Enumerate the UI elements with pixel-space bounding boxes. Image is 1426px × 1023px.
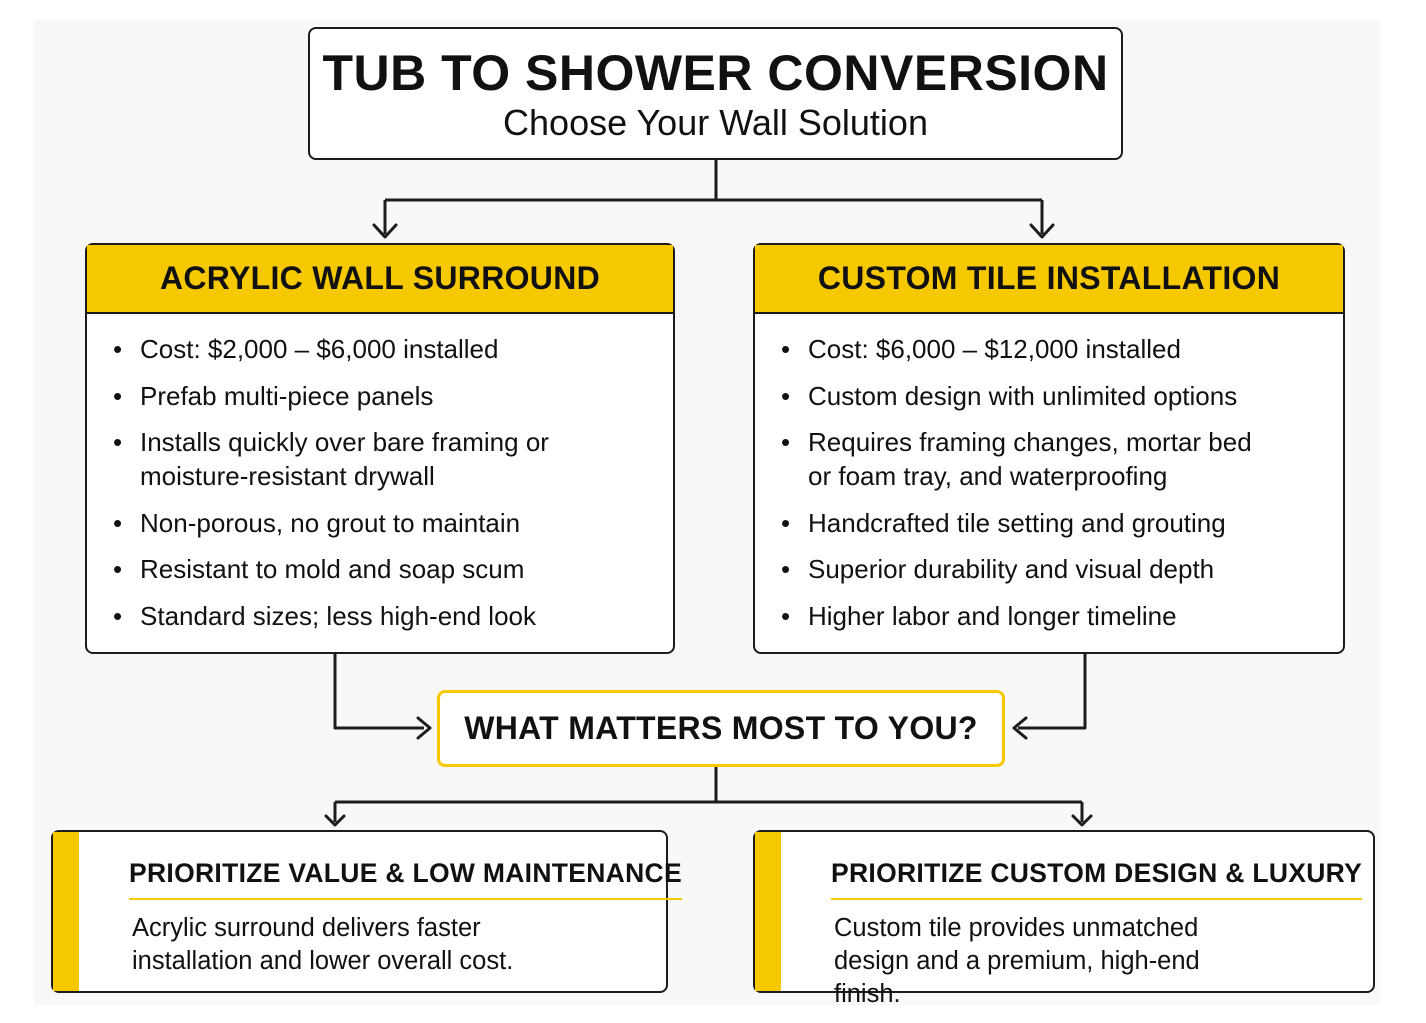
bullet-icon: •: [781, 554, 791, 584]
feature-text: Installs quickly over bare framing or moisture-resistant drywall: [140, 427, 549, 491]
luxury-outcome-title: PRIORITIZE CUSTOM DESIGN & LUXURY: [831, 858, 1362, 900]
list-item: [755, 379, 1343, 413]
title-box: [308, 27, 1123, 160]
luxury-outcome-box: [753, 830, 1375, 1008]
decision-question: WHAT MATTERS MOST TO YOU?: [464, 710, 978, 746]
value-outcome-box: [51, 830, 682, 993]
bullet-icon: •: [113, 554, 123, 584]
list-item: [755, 332, 1343, 366]
feature-text: Higher labor and longer timeline: [808, 600, 1177, 631]
feature-text: Prefab multi-piece panels: [140, 380, 434, 411]
list-item: [87, 599, 673, 633]
value-outcome-text: Acrylic surround delivers faster installation and lower overall cost.: [132, 914, 514, 975]
bullet-icon: •: [781, 380, 791, 411]
decision-question-box: [437, 690, 1005, 767]
list-item: [87, 552, 673, 586]
feature-text: Superior durability and visual depth: [808, 554, 1215, 584]
bullet-icon: •: [113, 380, 123, 411]
feature-text: Standard sizes; less high-end look: [140, 600, 537, 631]
feature-text: Requires framing changes, mortar bed or foam tray, and waterproofing: [808, 427, 1252, 491]
list-item: [87, 506, 673, 540]
acrylic-feature-list: [87, 314, 673, 633]
acrylic-card-title: ACRYLIC WALL SURROUND: [87, 245, 673, 314]
list-item: [87, 332, 673, 366]
luxury-outcome-text: Custom tile provides unmatched design and a premium, high-end finish.: [834, 914, 1200, 1008]
bullet-icon: •: [113, 427, 123, 457]
list-item: [87, 425, 673, 493]
tile-feature-list: [755, 314, 1343, 633]
diagram-title: TUB TO SHOWER CONVERSION: [322, 45, 1109, 101]
feature-text: Non-porous, no grout to maintain: [140, 507, 521, 538]
list-item: [755, 599, 1343, 633]
accent-stripe: [755, 832, 781, 991]
diagram-subtitle: Choose Your Wall Solution: [503, 102, 928, 143]
list-item: [87, 379, 673, 413]
bullet-icon: •: [113, 600, 123, 631]
tile-option-card: [753, 243, 1345, 654]
feature-text: Cost: $6,000 – $12,000 installed: [808, 334, 1181, 364]
list-item: [755, 552, 1343, 586]
list-item: [755, 425, 1343, 493]
feature-text: Resistant to mold and soap scum: [140, 554, 525, 584]
list-item: [755, 506, 1343, 540]
tile-card-title: CUSTOM TILE INSTALLATION: [755, 245, 1343, 314]
bullet-icon: •: [113, 334, 123, 364]
feature-text: Custom design with unlimited options: [808, 380, 1238, 411]
bullet-icon: •: [781, 334, 791, 364]
value-outcome-title: PRIORITIZE VALUE & LOW MAINTENANCE: [129, 858, 682, 900]
feature-text: Handcrafted tile setting and grouting: [808, 507, 1226, 538]
bullet-icon: •: [781, 600, 791, 631]
acrylic-option-card: [85, 243, 675, 654]
bullet-icon: •: [781, 427, 791, 457]
accent-stripe: [53, 832, 79, 991]
feature-text: Cost: $2,000 – $6,000 installed: [140, 334, 499, 364]
bullet-icon: •: [781, 507, 791, 538]
bullet-icon: •: [113, 507, 123, 538]
